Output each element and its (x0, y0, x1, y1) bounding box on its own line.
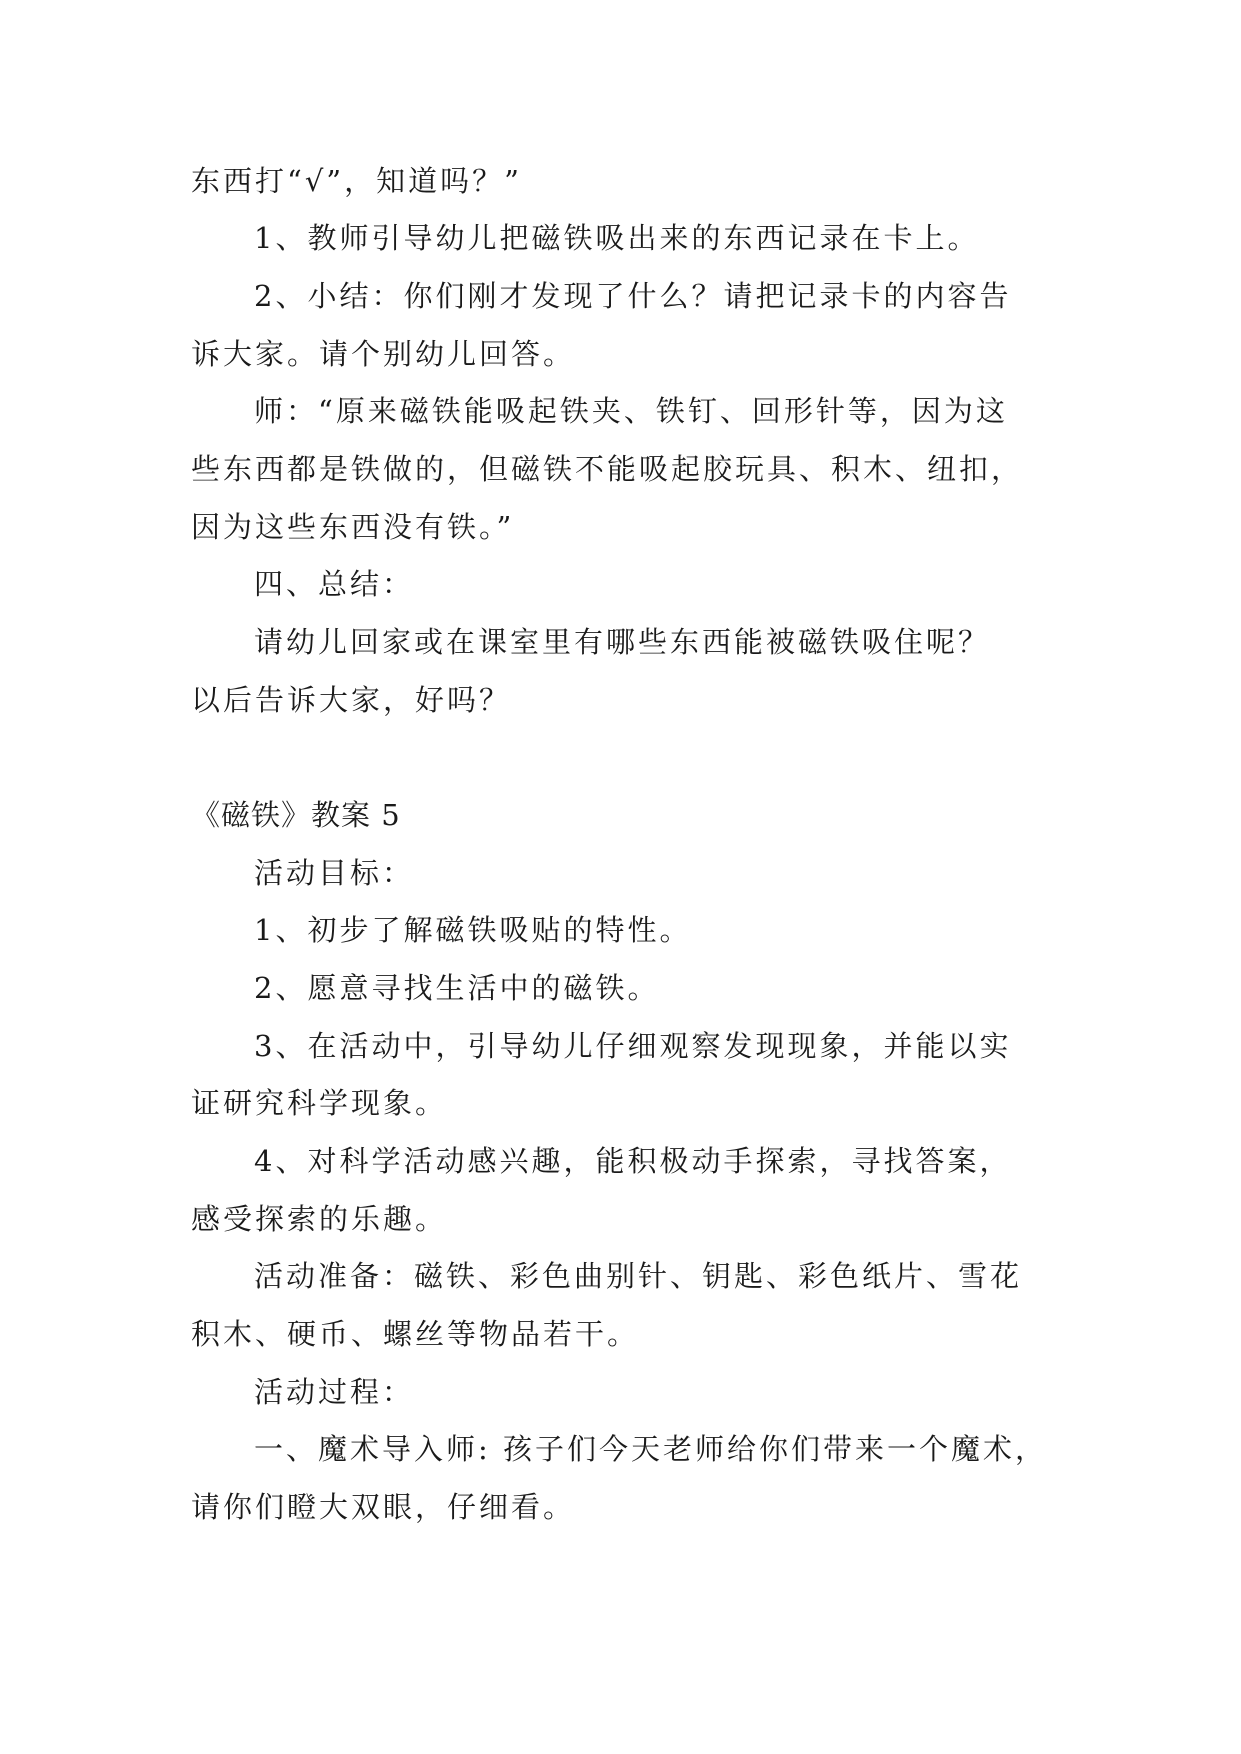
paragraph-line: 一、魔术导入师: 孩子们今天老师给你们带来一个魔术， (254, 1432, 1047, 1466)
paragraph-line: 东西打“√”，知道吗？” (191, 164, 522, 198)
paragraph-line: 2、小结：你们刚才发现了什么？请把记录卡的内容告 (254, 279, 1012, 313)
paragraph-line: 感受探索的乐趣。 (191, 1202, 448, 1236)
section-heading: 活动过程： (254, 1375, 415, 1409)
paragraph-line: 请你们瞪大双眼，仔细看。 (191, 1490, 576, 1524)
paragraph-line: 1、初步了解磁铁吸贴的特性。 (254, 913, 692, 947)
paragraph-line: 诉大家。请个别幼儿回答。 (191, 337, 576, 371)
section-heading: 活动目标： (254, 856, 415, 890)
paragraph-line: 4、对科学活动感兴趣，能积极动手探索，寻找答案， (254, 1144, 1012, 1178)
paragraph-line: 积木、硬币、螺丝等物品若干。 (191, 1317, 640, 1351)
paragraph-line: 以后告诉大家，好吗？ (191, 683, 512, 717)
paragraph-line: 2、愿意寻找生活中的磁铁。 (254, 971, 660, 1005)
paragraph-line: 1、教师引导幼儿把磁铁吸出来的东西记录在卡上。 (254, 221, 980, 255)
paragraph-line: 师：“原来磁铁能吸起铁夹、铁钉、回形针等，因为这 (254, 394, 1008, 428)
paragraph-line: 活动准备：磁铁、彩色曲别针、钥匙、彩色纸片、雪花 (254, 1259, 1023, 1293)
paragraph-line: 因为这些东西没有铁。” (191, 510, 515, 544)
paragraph-line: 请幼儿回家或在课室里有哪些东西能被磁铁吸住呢？ (254, 625, 991, 659)
section-heading: 四、总结： (254, 567, 415, 601)
paragraph-line: 3、在活动中，引导幼儿仔细观察发现现象，并能以实 (254, 1029, 1012, 1063)
lesson-title: 《磁铁》教案 5 (191, 798, 401, 832)
paragraph-line: 些东西都是铁做的，但磁铁不能吸起胶玩具、积木、纽扣， (191, 452, 1024, 486)
paragraph-line: 证研究科学现象。 (191, 1086, 448, 1120)
